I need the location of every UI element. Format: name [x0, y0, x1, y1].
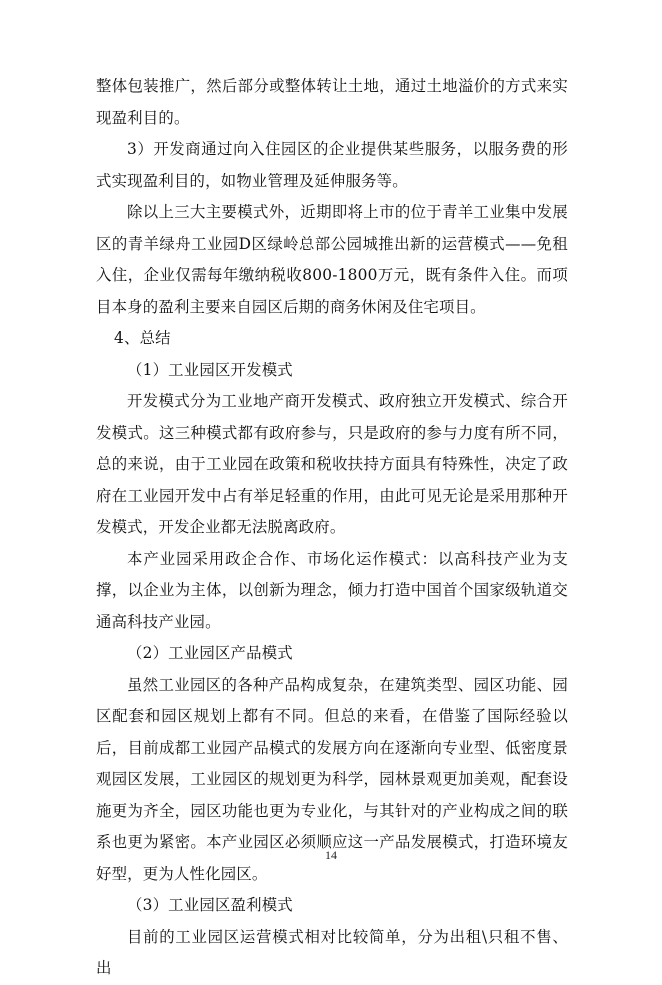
paragraph-profit-model: 目前的工业园区运营模式相对比较简单，分为出租\只租不售、出 [96, 927, 568, 977]
paragraph-product-model: 虽然工业园区的各种产品构成复杂，在建筑类型、园区功能、园区配套和园区规划上都有不同。但总的来看，在借鉴了国际经验以后，目前成都工业园产品模式的发展方向在逐渐向专业型、低密度景观园区发展，工业园区的规划更为科学，园林景观更加美观，配套设施更为齐全，园区功能也更为专业化，与其针对的产业构成之间的联系也更为紧密。本产业园区必须顺应这一产品发展模式，打造环境友好型，更为人性化园区。 [96, 675, 568, 883]
paragraph-development-model: 开发模式分为工业地产商开发模式、政府独立开发模式、综合开发模式。这三种模式都有政府参与，只是政府的参与力度有所不同，总的来说，由于工业园在政策和税收扶持方面具有特殊性，决定了政府在工业园开发中占有举足轻重的作用，由此可见无论是采用那种开发模式，开发企业都无法脱离政府。 [96, 392, 568, 536]
paragraph-land-premium: 整体包装推广，然后部分或整体转让土地，通过土地溢价的方式来实现盈利目的。 [96, 77, 568, 127]
subheading-profit-model: （3）工业园区盈利模式 [127, 896, 293, 914]
paragraph-new-operation-model: 除以上三大主要模式外，近期即将上市的位于青羊工业集中发展区的青羊绿舟工业园D区绿岭总部公园城推出新的运营模式——免租入住，企业仅需每年缴纳税收800-1800万元，既有条件入住。而项目本身的盈利主要来自园区后期的商务休闲及住宅项目。 [96, 203, 568, 316]
section-heading-summary: 4、总结 [114, 329, 171, 347]
paragraph-industrial-park-operation: 本产业园采用政企合作、市场化运作模式：以高科技产业为支撑，以企业为主体，以创新为理念，倾力打造中国首个国家级轨道交通高科技产业园。 [96, 549, 568, 631]
paragraph-service-fee: 3）开发商通过向入住园区的企业提供某些服务，以服务费的形式实现盈利目的，如物业管理及延伸服务等。 [96, 140, 568, 190]
subheading-development-model: （1）工业园区开发模式 [127, 360, 293, 379]
page-number: 14 [325, 848, 337, 862]
subheading-product-model: （2）工业园区产品模式 [127, 644, 293, 662]
